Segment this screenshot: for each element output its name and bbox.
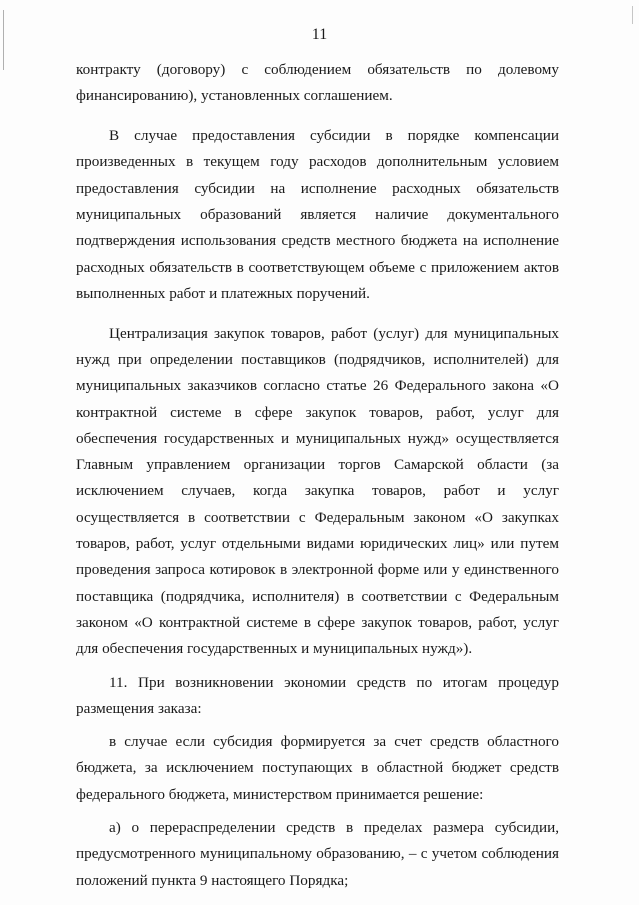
document-body <box>76 57 559 907</box>
paragraph-regional-budget-case: в случае если субсидия формируется за счет средств областного бюджета, за исключением поступающих в областной бюджет средств федерального бюджета, министерством принимается решение: <box>76 733 559 803</box>
page-number: 11 <box>311 26 328 43</box>
paragraph-procurement-centralization: Централизация закупок товаров, работ (услуг) для муниципальных нужд при определении поставщиков (подрядчиков, исполнителей) для муниципальных заказчиков согласно статье 26 Федерального закона «О контрактной системе в сфере закупок товаров, работ, услуг для обеспечения государственных и муниципальных нужд» осуществляется Главным управлением организации торгов Самарской области (за исключением случаев, когда закупка товаров, работ и услуг осуществляется в соответствии с Федеральным законом «О закупках товаров, работ, услуг отдельными видами юридических лиц» или путем проведения запроса котировок в электронной форме или у единственного поставщика (подрядчика, исполнителя) в соответствии с Федеральным законом «О контрактной системе в сфере закупок товаров, работ, услуг для обеспечения государственных и муниципальных нужд»). <box>76 324 559 658</box>
paragraph-continuation: контракту (договору) с соблюдением обязательств по долевому финансированию), установленных соглашением. <box>76 61 559 105</box>
paragraph-subitem-a: а) о перераспределении средств в пределах размера субсидии, предусмотренного муниципальному образованию, – с учетом соблюдения положений пункта 9 настоящего Порядка; <box>76 819 559 889</box>
paragraph-compensation-condition: В случае предоставления субсидии в порядке компенсации произведенных в текущем году расходов дополнительным условием предоставления субсидии на исполнение расходных обязательств муниципальных образований является наличие документального подтверждения использования средств местного бюджета на исполнение расходных обязательств в соответствующем объеме с приложением актов выполненных работ и платежных поручений. <box>76 127 559 302</box>
paragraph-item-11: 11. При возникновении экономии средств по итогам процедур размещения заказа: <box>76 673 559 717</box>
scan-edge-mark <box>632 6 633 24</box>
